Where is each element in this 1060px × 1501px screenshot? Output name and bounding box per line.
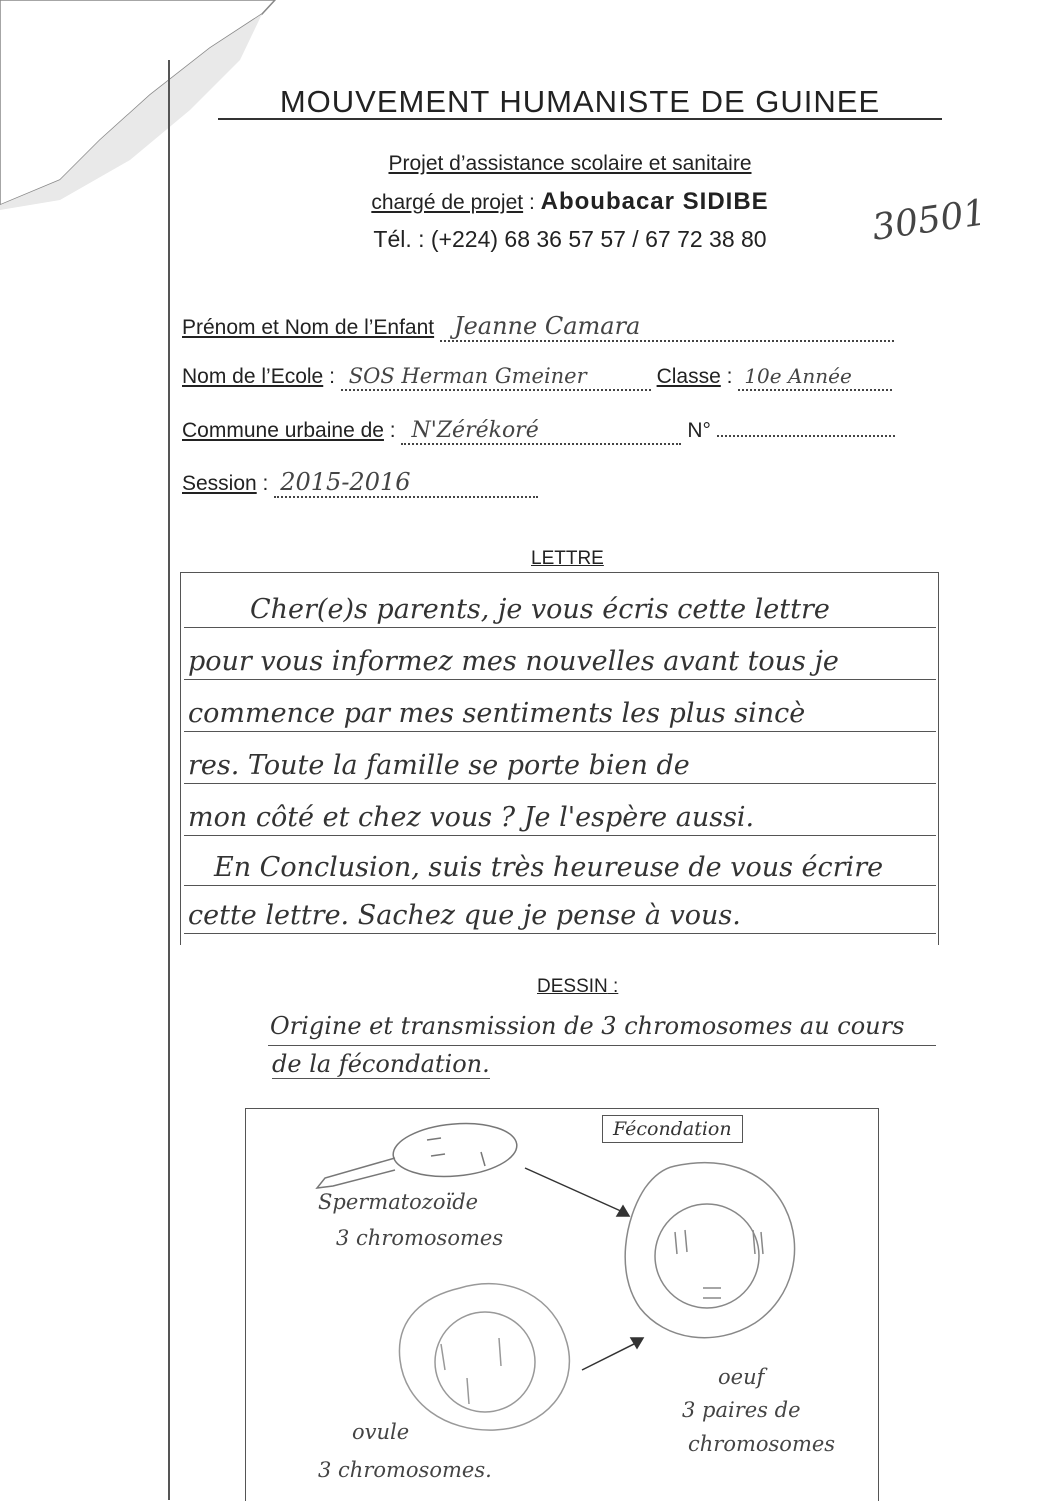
commune-label: Commune urbaine de	[182, 419, 384, 442]
commune-value: N'Zérékoré	[411, 418, 539, 443]
ovule-count: 3 chromosomes.	[318, 1458, 492, 1482]
child-name-label: Prénom et Nom de l’Enfant	[182, 316, 435, 339]
ovule-cell	[399, 1284, 569, 1430]
class-label: Classe	[656, 365, 721, 388]
session-value: 2015-2016	[280, 468, 411, 496]
drawing-caption-1: Origine et transmission de 3 chromosomes au cours	[270, 1012, 905, 1040]
ruled-line	[184, 835, 936, 836]
letter-line-2: pour vous informez mes nouvelles avant tous je	[188, 646, 839, 677]
ruled-line	[184, 679, 936, 680]
ruled-line	[184, 627, 936, 628]
letter-heading: LETTRE	[531, 548, 604, 569]
drawing-caption-2: de la fécondation.	[272, 1050, 490, 1078]
ovule-label: ovule	[352, 1420, 410, 1444]
session-label: Session	[182, 472, 257, 495]
letter-line-1: Cher(e)s parents, je vous écris cette lettre	[250, 594, 830, 625]
chef-label: chargé de projet	[371, 191, 524, 214]
ruled-line	[184, 885, 936, 886]
egg-count-1: 3 paires de	[682, 1398, 801, 1422]
egg-count-2: chromosomes	[688, 1432, 836, 1456]
phone-line: Tél. : (+224) 68 36 57 57 / 67 72 38 80	[373, 226, 767, 252]
child-name-value: Jeanne Camara	[453, 312, 641, 340]
commune-field: Commune urbaine de : N'Zérékoré N°	[182, 418, 895, 445]
margin-rule	[168, 60, 170, 1500]
sperm-count: 3 chromosomes	[336, 1226, 504, 1250]
session-field: Session : 2015-2016	[182, 468, 538, 498]
project-name: Projet d’assistance scolaire et sanitaire	[388, 152, 752, 175]
letter-line-5: mon côté et chez vous ? Je l'espère aussi.	[188, 802, 755, 833]
school-label: Nom de l’Ecole	[182, 365, 324, 388]
sperm-label: Spermatozoïde	[318, 1190, 479, 1214]
number-label: N°	[687, 419, 711, 442]
letter-line-4: res. Toute la famille se porte bien de	[188, 750, 690, 781]
class-value: 10e Année	[744, 364, 852, 388]
chef-separator: :	[523, 191, 541, 214]
ruled-line	[184, 933, 936, 934]
ruled-line	[268, 1045, 936, 1046]
letter-line-7: cette lettre. Sachez que je pense à vous.	[188, 900, 741, 931]
sperm-cell	[317, 1119, 519, 1188]
egg-label: oeuf	[718, 1365, 765, 1389]
ruled-line	[184, 731, 936, 732]
chef-line	[200, 188, 940, 216]
letter-line-6: En Conclusion, suis très heureuse de vous écrire	[214, 852, 884, 883]
ruled-line	[184, 783, 936, 784]
chef-name: Aboubacar SIDIBE	[540, 188, 769, 215]
reference-number: 30501	[869, 192, 989, 249]
fecondation-tag: Fécondation	[602, 1115, 743, 1143]
school-value: SOS Herman Gmeiner	[348, 364, 587, 388]
project-line	[200, 152, 940, 176]
organisation-title: MOUVEMENT HUMANISTE DE GUINEE	[215, 84, 945, 120]
egg-cell	[625, 1163, 794, 1338]
school-field: Nom de l’Ecole : SOS Herman Gmeiner Classe : 10e Année	[182, 364, 892, 391]
drawing-heading: DESSIN :	[537, 976, 619, 997]
child-name-field	[182, 312, 894, 342]
letter-line-3: commence par mes sentiments les plus sincè	[188, 698, 806, 729]
